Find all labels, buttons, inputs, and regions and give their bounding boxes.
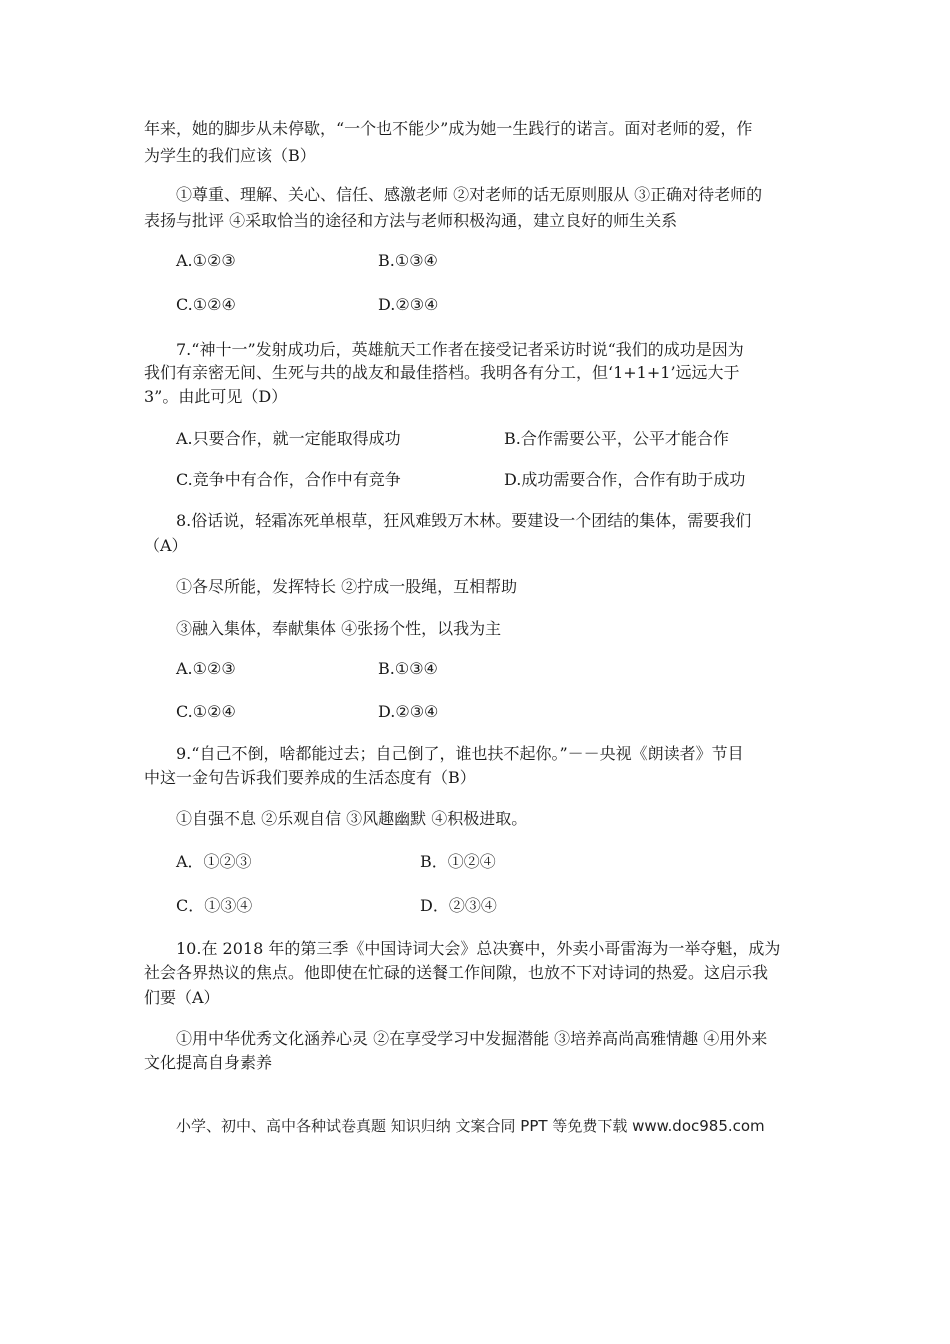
intro-line-2: 为学生的我们应该（B） [144, 146, 316, 165]
q8-statement-line-2: ③融入集体，奉献集体 ④张扬个性，以我为主 [176, 619, 502, 638]
q7-option-b: B.合作需要公平，公平才能合作 [504, 429, 729, 448]
q7-option-a: A.只要合作，就一定能取得成功 [176, 429, 401, 448]
q10-statement-line-1: ①用中华优秀文化涵养心灵 ②在享受学习中发掘潜能 ③培养高尚高雅情趣 ④用外来 [176, 1029, 768, 1048]
q10-line-1: 10.在 2018 年的第三季《中国诗词大会》总决赛中，外卖小哥雷海为一举夺魁，成为 [176, 939, 781, 958]
q8-option-d: D.②③④ [378, 702, 439, 721]
q10-line-2: 社会各界热议的焦点。他即使在忙碌的送餐工作间隙，也放不下对诗词的热爱。这启示我 [144, 963, 769, 982]
intro-option-b: B.①③④ [378, 251, 438, 270]
intro-line-1: 年来，她的脚步从未停歇，“一个也不能少”成为她一生践行的诺言。面对老师的爱，作 [144, 119, 753, 138]
q8-line-1: 8.俗话说，轻霜冻死单根草，狂风难毁万木林。要建设一个团结的集体，需要我们 [176, 511, 752, 530]
q8-option-c: C.①②④ [176, 702, 236, 721]
intro-option-c: C.①②④ [176, 295, 236, 314]
q7-line-2: 我们有亲密无间、生死与共的战友和最佳搭档。我明各有分工，但‘1+1+1’远远大于 [144, 363, 740, 382]
footer-download-note: 小学、初中、高中各种试卷真题 知识归纳 文案合同 PPT 等免费下载 www.doc985.com [176, 1117, 765, 1135]
q9-option-a: A．①②③ [176, 852, 252, 871]
q9-line-2: 中这一金句告诉我们要养成的生活态度有（B） [144, 768, 476, 787]
intro-option-a: A.①②③ [176, 251, 236, 270]
q10-statement-line-2: 文化提高自身素养 [144, 1053, 273, 1072]
q9-option-b: B．①②④ [420, 852, 496, 871]
q7-option-d: D.成功需要合作，合作有助于成功 [504, 470, 746, 489]
intro-option-d: D.②③④ [378, 295, 439, 314]
q8-option-a: A.①②③ [176, 659, 236, 678]
q10-line-3: 们要（A） [144, 988, 220, 1007]
q9-option-c: C．①③④ [176, 896, 253, 915]
q9-option-d: D．②③④ [420, 896, 497, 915]
q8-line-2: （A） [144, 536, 188, 555]
q9-line-1: 9.“自己不倒，啥都能过去；自己倒了，谁也扶不起你。”－－央视《朗读者》节目 [176, 744, 744, 763]
q7-line-1: 7.“神十一”发射成功后，英雄航天工作者在接受记者采访时说“我们的成功是因为 [176, 340, 744, 359]
q8-option-b: B.①③④ [378, 659, 438, 678]
intro-statement-line-2: 表扬与批评 ④采取恰当的途径和方法与老师积极沟通，建立良好的师生关系 [144, 211, 678, 230]
intro-statement-line-1: ①尊重、理解、关心、信任、感激老师 ②对老师的话无原则服从 ③正确对待老师的 [176, 185, 763, 204]
q8-statement-line-1: ①各尽所能，发挥特长 ②拧成一股绳，互相帮助 [176, 577, 518, 596]
q9-statement-line-1: ①自强不息 ②乐观自信 ③风趣幽默 ④积极进取。 [176, 809, 528, 828]
q7-line-3: 3”。由此可见（D） [144, 387, 288, 406]
q7-option-c: C.竞争中有合作，合作中有竞争 [176, 470, 401, 489]
